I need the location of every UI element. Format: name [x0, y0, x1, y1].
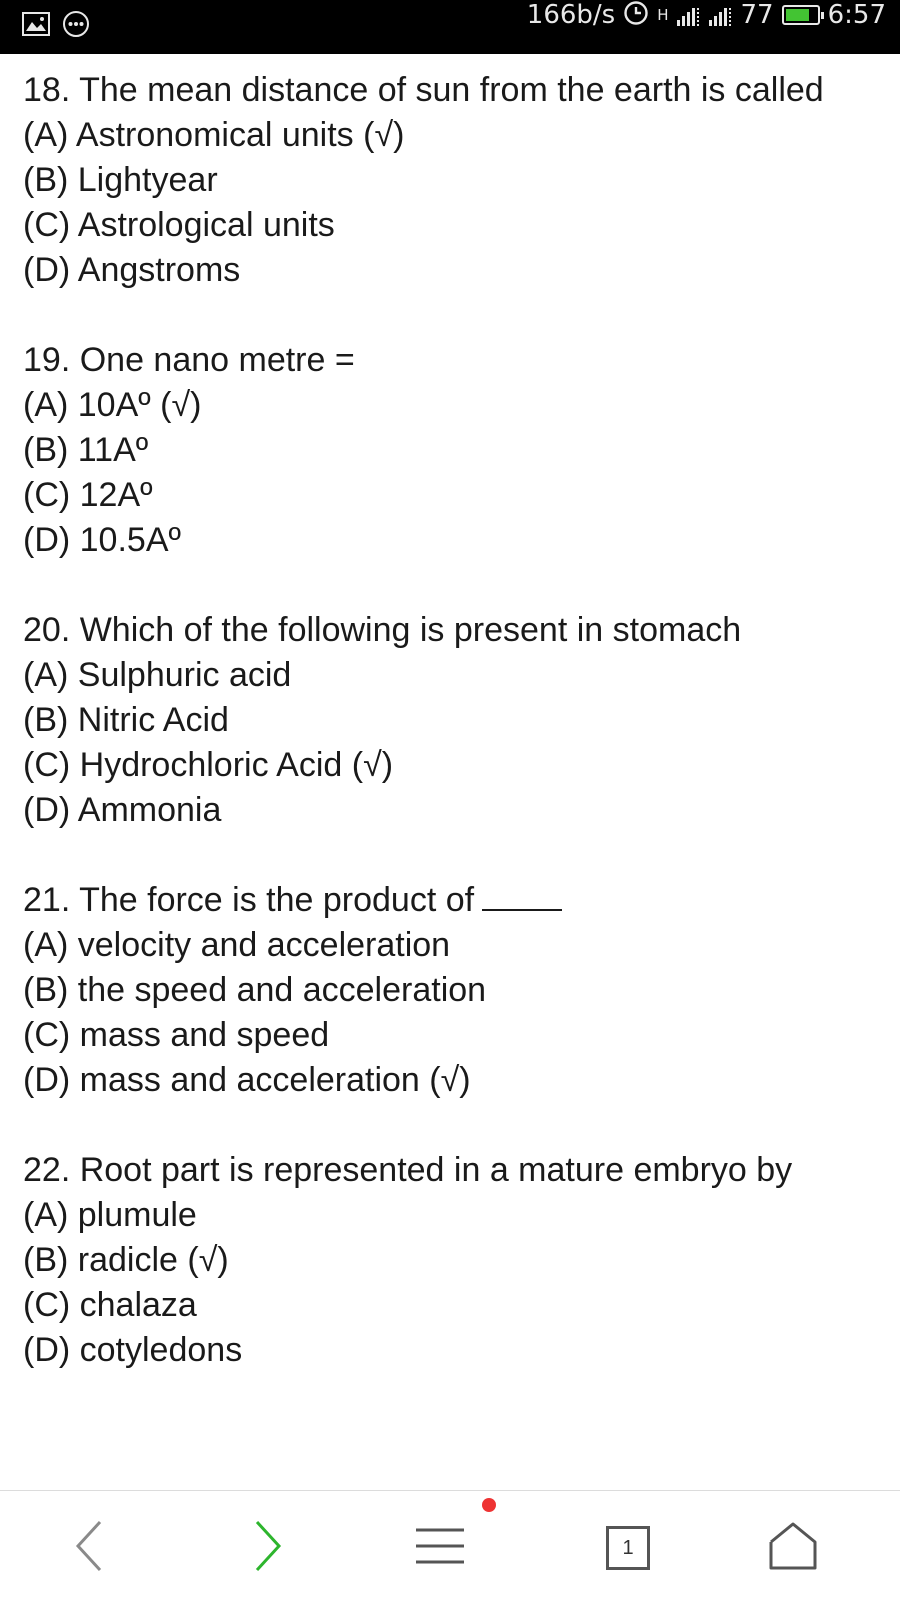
option: (A) velocity and acceleration: [23, 926, 451, 964]
question-title: 22. Root part is represented in a mature embryo by: [23, 1151, 793, 1189]
option: (C) 12Aº: [23, 476, 153, 514]
option: (D) 10.5Aº: [23, 521, 181, 559]
alarm-icon: [623, 0, 649, 30]
question-title: 20. Which of the following is present in stomach: [23, 611, 742, 649]
menu-icon: [412, 1522, 468, 1575]
option: (B) Nitric Acid: [23, 701, 229, 739]
tabs-button[interactable]: [593, 1513, 663, 1583]
home-button[interactable]: [758, 1513, 828, 1583]
question-title: 21. The force is the product of: [23, 881, 475, 919]
option: (D) Ammonia: [23, 791, 222, 829]
battery-icon: [782, 5, 820, 25]
option: (B) the speed and acceleration: [23, 971, 487, 1009]
question-18: [23, 68, 883, 293]
image-notification-icon: [22, 12, 50, 41]
back-icon: [70, 1518, 110, 1579]
option: (A) 10Aº (√): [23, 386, 202, 424]
signal-sim2-icon: [709, 4, 733, 26]
option: (C) Astrological units: [23, 206, 335, 244]
more-notifications-icon: [62, 10, 90, 43]
option: (C) mass and speed: [23, 1016, 330, 1054]
tabs-icon: [606, 1526, 650, 1570]
forward-button[interactable]: [232, 1513, 302, 1583]
back-button[interactable]: [55, 1513, 125, 1583]
question-19: [23, 338, 883, 563]
option: (C) Hydrochloric Acid (√): [23, 746, 394, 784]
network-type: H: [657, 6, 669, 24]
battery-level: 77: [740, 0, 774, 30]
status-bar: [0, 0, 900, 54]
option: (D) Angstroms: [23, 251, 241, 289]
option: (B) 11Aº: [23, 431, 149, 469]
forward-icon: [247, 1518, 287, 1579]
question-title-wrap: [23, 878, 883, 923]
question-20: [23, 608, 883, 833]
option: (A) plumule: [23, 1196, 197, 1234]
question-22: [23, 1148, 883, 1373]
menu-notification-dot: [482, 1498, 496, 1512]
tab-count: 1: [622, 1537, 634, 1559]
option: (B) Lightyear: [23, 161, 218, 199]
signal-sim1-icon: [677, 4, 701, 26]
answer-blank: [482, 883, 562, 911]
menu-button[interactable]: [405, 1513, 475, 1583]
clock: 6:57: [827, 0, 886, 30]
option: (D) cotyledons: [23, 1331, 243, 1369]
browser-nav-bar: [0, 1490, 900, 1601]
question-21: [23, 878, 883, 1103]
option: (A) Astronomical units (√): [23, 116, 405, 154]
option: (B) radicle (√): [23, 1241, 229, 1279]
home-icon: [767, 1520, 819, 1577]
question-title: 19. One nano metre =: [23, 341, 355, 379]
option: (D) mass and acceleration (√): [23, 1061, 471, 1099]
option: (A) Sulphuric acid: [23, 656, 292, 694]
option: (C) chalaza: [23, 1286, 197, 1324]
question-title: 18. The mean distance of sun from the earth is called: [23, 71, 824, 109]
quiz-content: [23, 68, 883, 1418]
network-speed: 166b/s: [526, 0, 616, 30]
